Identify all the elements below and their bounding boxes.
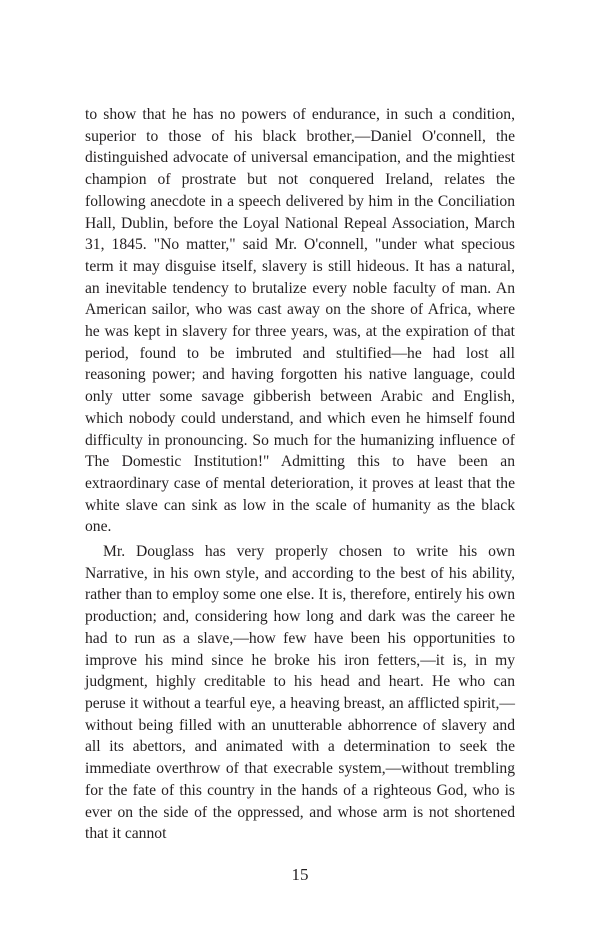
page-number: 15 [291, 865, 309, 884]
paragraph-continued: to show that he has no powers of endurance, in such a condition, superior to those of his black brother,—Daniel O'connell, the distinguished advocate of universal emancipation, and the mightiest champion of prostrate but not conquered Ireland, relates the following anecdote in a speech delivered by him in the Conciliation Hall, Dublin, before the Loyal National Repeal Association, March 31, 1845. "No matter," said Mr. O'connell, "under what specious term it may disguise itself, slavery is still hideous. It has a natural, an inevitable tendency to brutalize every noble faculty of man. An American sailor, who was cast away on the shore of Africa, where he was kept in slavery for three years, was, at the expiration of that period, found to be imbruted and stultified—he had lost all reasoning power; and having forgotten his native language, could only utter some savage gibberish between Arabic and English, which nobody could understand, and which even he himself found difficulty in pronouncing. So much for the humanizing influence of The Domestic Institution!" Admitting this to have been an extraordinary case of mental deterioration, it proves at least that the white slave can sink as low in the scale of humanity as the black one. [85, 106, 515, 536]
page-body [85, 104, 515, 845]
paragraph-douglass-narrative: Mr. Douglass has very properly chosen to write his own Narrative, in his own style, and according to the best of his ability, rather than to employ some one else. It is, therefore, entirely his own production; and, considering how long and dark was the career he had to run as a slave,—how few have been his opportunities to improve his mind since he broke his iron fetters,—it is, in my judgment, highly creditable to his head and heart. He who can peruse it without a tearful eye, a heaving breast, an afflicted spirit,—without being filled with an unutterable abhorrence of slavery and all its abettors, and animated with a determination to seek the immediate overthrow of that execrable system,—without trembling for the fate of this country in the hands of a righteous God, who is ever on the side of the oppressed, and whose arm is not shortened that it cannot [85, 543, 515, 843]
